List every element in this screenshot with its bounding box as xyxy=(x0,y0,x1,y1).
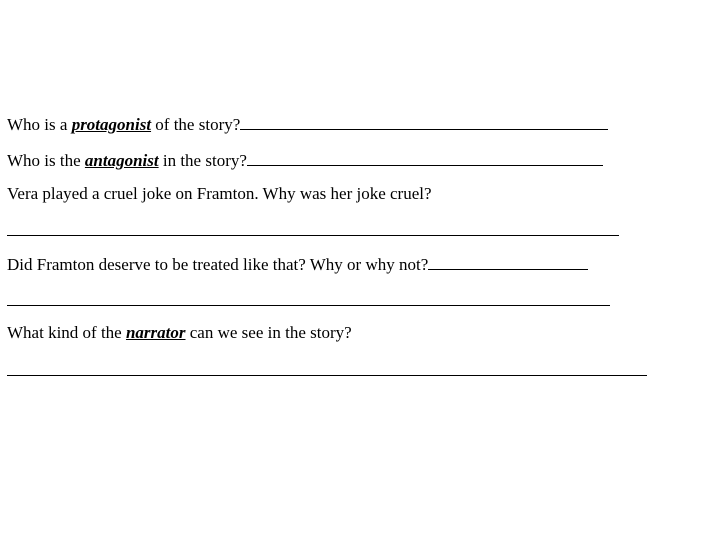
answer-line[interactable] xyxy=(7,305,610,306)
question-antagonist xyxy=(7,150,603,170)
question-framton-deserve xyxy=(7,254,588,274)
question-text: Who is a xyxy=(7,115,72,134)
answer-line[interactable] xyxy=(7,375,647,376)
answer-line[interactable] xyxy=(7,235,619,236)
keyword-protagonist: protagonist xyxy=(71,115,152,134)
question-text: in the story? xyxy=(158,151,247,170)
answer-blank[interactable] xyxy=(428,254,588,270)
keyword-narrator: narrator xyxy=(125,323,186,342)
answer-blank[interactable] xyxy=(247,150,603,166)
question-text: Who is the xyxy=(7,151,85,170)
question-text: Did Framton deserve to be treated like that? Why or why not? xyxy=(7,255,429,274)
question-text: can we see in the story? xyxy=(185,323,352,342)
question-narrator xyxy=(7,323,352,343)
keyword-antagonist: antagonist xyxy=(84,151,159,170)
question-text: What kind of the xyxy=(7,323,126,342)
question-protagonist xyxy=(7,114,608,134)
question-text: Vera played a cruel joke on Framton. Why was her joke cruel? xyxy=(7,184,432,203)
answer-blank[interactable] xyxy=(240,114,608,130)
question-text: of the story? xyxy=(151,115,241,134)
question-vera-joke xyxy=(7,184,432,204)
